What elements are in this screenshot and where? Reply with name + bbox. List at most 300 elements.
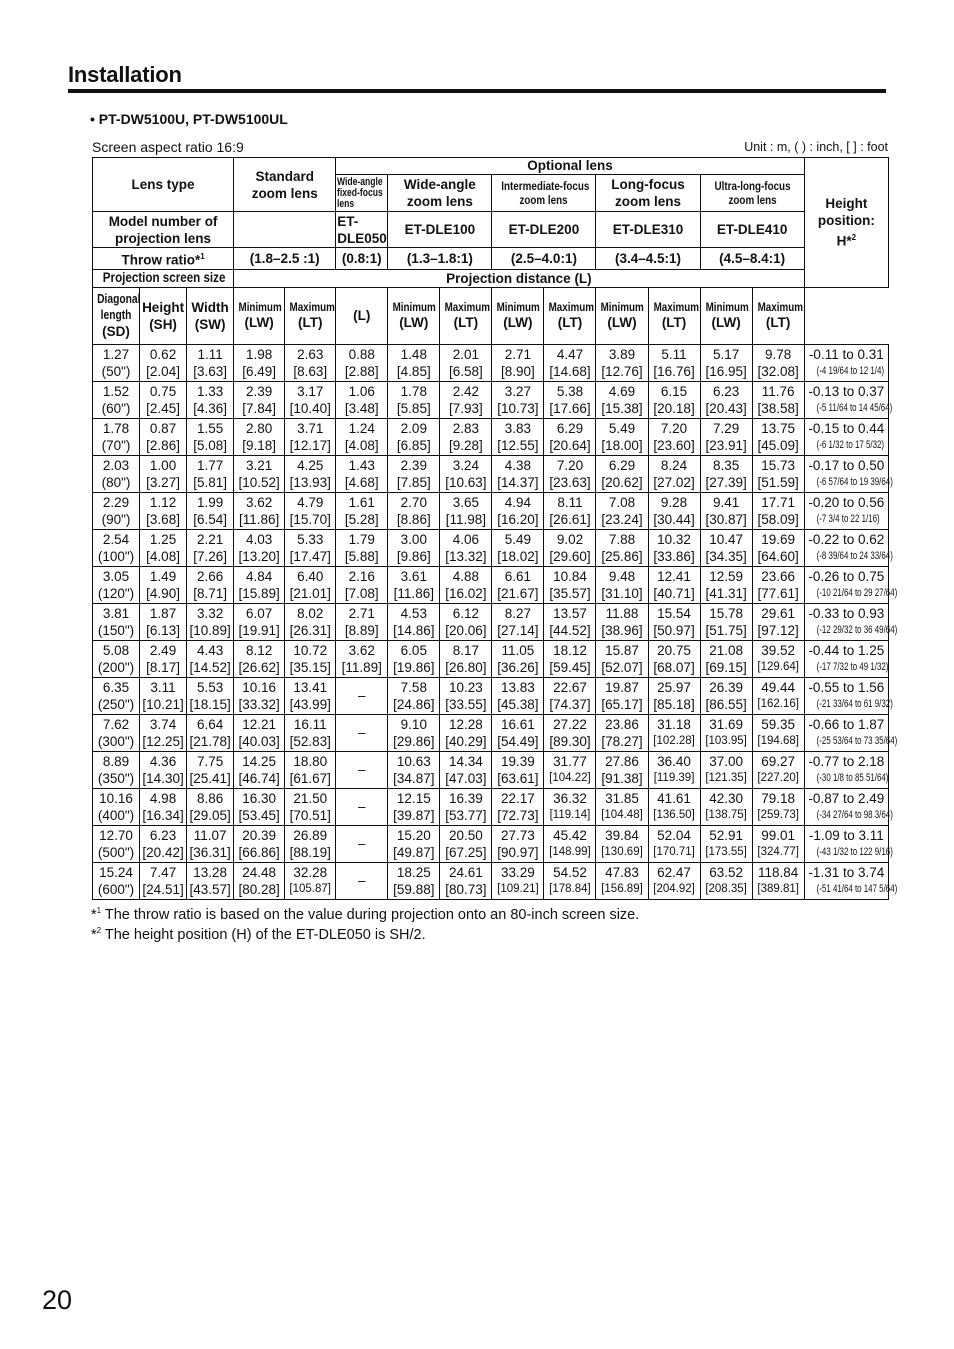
table-cell: [648, 862, 700, 899]
cell-imperial: [41.31]: [705, 585, 747, 601]
cell-imperial: [21.67]: [497, 585, 539, 601]
table-cell: [336, 751, 388, 788]
cell-imperial: [59.88]: [393, 881, 435, 897]
cell-metric: 13.28: [193, 864, 228, 880]
table-cell: [700, 566, 752, 603]
cell-imperial: [5.85]: [396, 400, 431, 416]
cell-metric: 41.61: [657, 790, 691, 806]
cell-imperial: [53.77]: [445, 807, 487, 823]
cell-metric: 2.54: [102, 531, 130, 547]
height-position-cell: [804, 603, 897, 640]
cell-metric: 7.75: [196, 753, 224, 769]
cell-imperial: [130.69]: [601, 845, 643, 858]
height-metric: -0.20 to 0.56: [808, 494, 885, 510]
table-cell: [140, 714, 187, 751]
table-cell: [234, 492, 285, 529]
cell-imperial: [27.14]: [497, 622, 539, 638]
height-position-cell: [804, 566, 897, 603]
table-row: [93, 862, 889, 899]
cell-metric: 2.49: [149, 642, 177, 658]
cell-metric: 8.86: [196, 790, 224, 806]
cell-metric: 9.78: [765, 346, 792, 362]
cell-metric: 1.77: [196, 457, 224, 473]
col-dle310-min-header: Minimum (LW): [596, 287, 648, 344]
table-cell: [440, 714, 492, 751]
height-imperial: (-30 1/8 to 85 51/64): [816, 771, 889, 784]
table-cell: [440, 677, 492, 714]
cell-imperial: [36.31]: [189, 844, 231, 860]
table-cell: [648, 788, 700, 825]
cell-imperial: [27.02]: [653, 474, 695, 490]
cell-metric: 5.49: [504, 531, 532, 547]
cell-metric: 7.20: [660, 420, 688, 436]
cell-metric: 16.11: [293, 716, 327, 732]
table-cell: [388, 529, 440, 566]
cell-metric: 3.05: [102, 568, 130, 584]
table-cell: [752, 418, 804, 455]
table-cell: [388, 455, 440, 492]
cell-imperial: (150"): [97, 622, 135, 638]
cell-imperial: [6.54]: [193, 511, 227, 527]
height-metric: -0.33 to 0.93: [808, 605, 885, 621]
height-metric: -0.87 to 2.49: [808, 790, 885, 806]
table-cell: [440, 788, 492, 825]
cell-metric: 4.47: [556, 346, 584, 362]
table-cell: [648, 677, 700, 714]
cell-imperial: [34.35]: [705, 548, 747, 564]
table-cell: [440, 492, 492, 529]
cell-imperial: [119.14]: [549, 808, 591, 821]
cell-metric: 5.53: [196, 679, 224, 695]
cell-metric: 21.08: [709, 642, 743, 658]
cell-imperial: [10.73]: [497, 400, 539, 416]
title-rule: [68, 89, 886, 93]
cell-imperial: [8.89]: [344, 622, 379, 638]
cell-metric: 10.72: [293, 642, 328, 658]
height-imperial: (-6 57/64 to 19 39/64): [816, 475, 893, 488]
cell-imperial: [33.55]: [445, 696, 487, 712]
table-cell: [648, 825, 700, 862]
cell-metric: 6.23: [712, 383, 740, 399]
table-cell: [187, 381, 234, 418]
table-cell: [596, 751, 648, 788]
cell-metric: –: [358, 873, 366, 888]
table-cell: [93, 751, 140, 788]
model-number-header: Model number of projection lens: [93, 212, 234, 248]
footnote-1: *$^1$ The throw ratio is based on the value during projection onto an 80-inch screen size.: [91, 906, 640, 923]
cell-imperial: [208.35]: [705, 882, 747, 895]
table-cell: [388, 751, 440, 788]
cell-metric: 11.88: [605, 605, 639, 621]
table-cell: [187, 862, 234, 899]
cell-metric: 36.40: [657, 753, 691, 769]
cell-imperial: [6.13]: [146, 622, 180, 638]
height-imperial: (-34 27/64 to 98 3/64): [816, 808, 893, 821]
table-cell: [596, 677, 648, 714]
table-cell: [336, 603, 388, 640]
table-cell: [752, 381, 804, 418]
cell-imperial: [58.09]: [757, 511, 799, 527]
cell-imperial: [46.74]: [238, 770, 280, 786]
cell-metric: 5.33: [297, 531, 324, 547]
cell-metric: 2.80: [246, 420, 273, 436]
table-cell: [544, 714, 596, 751]
aspect-ratio-label: Screen aspect ratio 16:9: [92, 139, 244, 155]
cell-imperial: [16.34]: [142, 807, 184, 823]
table-cell: [234, 788, 285, 825]
table-cell: [544, 603, 596, 640]
table-cell: [596, 603, 648, 640]
table-cell: [336, 825, 388, 862]
table-cell: [492, 640, 544, 677]
height-position-cell: [804, 825, 893, 862]
table-cell: [93, 381, 140, 418]
cell-imperial: [45.09]: [757, 437, 799, 453]
table-cell: [187, 418, 234, 455]
cell-metric: 3.21: [246, 457, 273, 473]
cell-imperial: [24.86]: [393, 696, 435, 712]
table-row: [93, 381, 889, 418]
cell-imperial: [129.64]: [757, 660, 799, 673]
cell-metric: 1.61: [348, 494, 375, 510]
cell-metric: 23.66: [761, 568, 796, 584]
table-cell: [596, 714, 648, 751]
cell-imperial: [4.68]: [344, 474, 379, 490]
table-cell: [234, 381, 285, 418]
table-row: [93, 455, 889, 492]
cell-imperial: (300"): [97, 733, 135, 749]
cell-metric: 3.27: [504, 383, 532, 399]
throw-ratio-standard: (1.8–2.5 :1): [234, 248, 336, 270]
table-cell: [596, 381, 648, 418]
table-cell: [700, 344, 752, 381]
screen-size-header: Projection screen size: [93, 269, 234, 287]
throw-ratio-dle410: (4.5–8.4:1): [700, 248, 804, 270]
cell-metric: 10.23: [448, 679, 483, 695]
section-title: Installation: [68, 62, 182, 87]
cell-imperial: [21.01]: [289, 585, 331, 601]
cell-metric: 1.98: [246, 346, 273, 362]
cell-imperial: (400"): [97, 807, 135, 823]
table-cell: [140, 418, 187, 455]
height-imperial: (-43 1/32 to 122 9/16): [816, 845, 893, 858]
cell-metric: 5.38: [556, 383, 584, 399]
cell-imperial: [18.00]: [601, 437, 643, 453]
cell-imperial: [2.45]: [146, 400, 180, 416]
table-cell: [752, 455, 804, 492]
table-cell: [752, 566, 804, 603]
table-cell: [93, 492, 140, 529]
cell-imperial: [90.97]: [497, 844, 539, 860]
cell-metric: 12.70: [99, 827, 133, 843]
table-cell: [544, 566, 596, 603]
cell-imperial: [15.89]: [238, 585, 280, 601]
cell-imperial: [105.87]: [289, 882, 331, 895]
table-cell: [388, 603, 440, 640]
table-cell: [648, 455, 700, 492]
model-et-dle200: ET-DLE200: [492, 212, 596, 248]
cell-imperial: [12.17]: [289, 437, 331, 453]
cell-imperial: [59.45]: [549, 659, 591, 675]
cell-metric: 12.21: [242, 716, 277, 732]
cell-imperial: [2.88]: [344, 363, 379, 379]
table-cell: [388, 714, 440, 751]
table-cell: [234, 751, 285, 788]
table-cell: [648, 418, 700, 455]
height-position-cell: [804, 677, 893, 714]
table-cell: [700, 751, 752, 788]
cell-metric: 2.09: [400, 420, 427, 436]
cell-imperial: [5.88]: [344, 548, 379, 564]
table-cell: [596, 640, 648, 677]
cell-metric: 4.36: [149, 753, 177, 769]
table-cell: [336, 492, 388, 529]
cell-imperial: [39.87]: [393, 807, 435, 823]
cell-imperial: [389.81]: [757, 882, 799, 895]
optional-lens-header: Optional lens: [336, 158, 804, 175]
height-imperial: (-21 33/64 to 61 9/32): [816, 697, 893, 710]
table-cell: [492, 381, 544, 418]
cell-imperial: [104.48]: [601, 808, 643, 821]
throw-ratio-dle100: (1.3–1.8:1): [388, 248, 492, 270]
table-cell: [700, 492, 752, 529]
table-cell: [234, 566, 285, 603]
cell-metric: 7.08: [608, 494, 636, 510]
cell-metric: 0.75: [149, 383, 177, 399]
cell-metric: 6.40: [297, 568, 324, 584]
height-metric: -0.13 to 0.37: [808, 383, 885, 399]
cell-metric: 36.32: [553, 790, 587, 806]
cell-imperial: [64.60]: [757, 548, 799, 564]
cell-metric: 6.07: [246, 605, 273, 621]
cell-imperial: [194.68]: [757, 734, 799, 747]
table-cell: [187, 788, 234, 825]
cell-metric: 6.64: [196, 716, 224, 732]
cell-metric: 1.11: [197, 346, 223, 362]
table-row: [93, 603, 889, 640]
cell-metric: 99.01: [761, 827, 796, 843]
cell-imperial: [12.76]: [601, 363, 643, 379]
cell-imperial: [31.10]: [601, 585, 643, 601]
cell-imperial: [15.70]: [289, 511, 331, 527]
table-cell: [388, 418, 440, 455]
table-cell: [440, 418, 492, 455]
cell-metric: –: [358, 762, 366, 777]
cell-metric: 9.48: [608, 568, 636, 584]
table-cell: [492, 529, 544, 566]
projection-distance-header: Projection distance (L): [234, 269, 805, 287]
height-imperial: (-8 39/64 to 24 33/64): [816, 549, 893, 562]
cell-metric: 63.52: [709, 864, 743, 880]
cell-imperial: (50"): [101, 363, 131, 379]
cell-imperial: [8.63]: [293, 363, 328, 379]
table-cell: [234, 677, 285, 714]
col-dle310-max-header: Maximum (LT): [648, 287, 700, 344]
table-cell: [140, 492, 187, 529]
table-cell: [440, 603, 492, 640]
table-cell: [440, 751, 492, 788]
cell-metric: 4.06: [452, 531, 479, 547]
cell-imperial: [14.68]: [549, 363, 591, 379]
table-cell: [285, 381, 336, 418]
model-standard-cell: [234, 212, 336, 248]
cell-imperial: [14.52]: [189, 659, 231, 675]
cell-imperial: [70.51]: [289, 807, 331, 823]
cell-metric: 12.15: [396, 790, 431, 806]
cell-metric: 3.24: [452, 457, 479, 473]
col-dle100-max-header: Maximum (LT): [440, 287, 492, 344]
table-cell: [140, 455, 187, 492]
cell-metric: 1.48: [400, 346, 427, 362]
table-cell: [285, 492, 336, 529]
table-cell: [187, 751, 234, 788]
cell-metric: 6.61: [504, 568, 532, 584]
long-focus-zoom-header: Long-focus zoom lens: [596, 175, 700, 212]
cell-metric: 5.49: [608, 420, 636, 436]
cell-imperial: [51.59]: [757, 474, 799, 490]
cell-metric: –: [358, 688, 366, 703]
cell-imperial: [9.86]: [396, 548, 431, 564]
cell-metric: 6.12: [452, 605, 479, 621]
table-cell: [285, 529, 336, 566]
table-cell: [440, 529, 492, 566]
table-cell: [234, 418, 285, 455]
height-imperial: (-10 21/64 to 29 27/64): [816, 586, 897, 599]
table-cell: [596, 862, 648, 899]
cell-metric: 16.39: [448, 790, 483, 806]
cell-metric: 8.35: [712, 457, 740, 473]
cell-imperial: [38.58]: [757, 400, 799, 416]
cell-imperial: [43.57]: [189, 881, 231, 897]
cell-metric: 26.39: [709, 679, 743, 695]
cell-metric: 52.91: [709, 827, 743, 843]
cell-metric: 7.88: [608, 531, 636, 547]
cell-metric: 42.30: [709, 790, 743, 806]
cell-metric: 62.47: [657, 864, 691, 880]
cell-metric: 24.61: [448, 864, 483, 880]
cell-metric: 12.41: [657, 568, 691, 584]
cell-metric: 3.62: [348, 642, 375, 658]
height-position-cell: [804, 640, 888, 677]
cell-imperial: [10.52]: [238, 474, 280, 490]
cell-imperial: [10.89]: [189, 622, 231, 638]
table-cell: [752, 714, 804, 751]
cell-imperial: (350"): [97, 770, 135, 786]
cell-imperial: [86.55]: [705, 696, 747, 712]
table-cell: [752, 825, 804, 862]
cell-imperial: [49.87]: [393, 844, 435, 860]
table-cell: [648, 492, 700, 529]
cell-imperial: [52.83]: [289, 733, 331, 749]
table-cell: [492, 677, 544, 714]
table-cell: [492, 862, 544, 899]
cell-metric: 3.11: [150, 679, 176, 695]
cell-imperial: [6.49]: [242, 363, 277, 379]
model-et-dle050: ET- DLE050: [337, 213, 387, 246]
table-cell: [187, 492, 234, 529]
cell-metric: 4.88: [452, 568, 479, 584]
height-imperial: (-17 7/32 to 49 1/32): [816, 660, 889, 673]
cell-imperial: [8.17]: [146, 659, 180, 675]
cell-imperial: (600"): [97, 881, 135, 897]
cell-imperial: [25.86]: [601, 548, 643, 564]
table-cell: [752, 529, 804, 566]
table-cell: [596, 492, 648, 529]
table-cell: [187, 603, 234, 640]
footnote-2: *$^2$ The height position (H) of the ET-DLE050 is SH/2.: [91, 926, 426, 943]
height-imperial: (-12 29/32 to 36 49/64): [816, 623, 897, 636]
table-cell: [93, 788, 140, 825]
cell-metric: 1.87: [149, 605, 177, 621]
cell-imperial: [35.57]: [549, 585, 591, 601]
cell-metric: 3.62: [246, 494, 273, 510]
table-row: [93, 640, 889, 677]
table-cell: [596, 566, 648, 603]
cell-metric: 4.38: [504, 457, 532, 473]
cell-metric: 29.61: [761, 605, 796, 621]
cell-imperial: [72.73]: [497, 807, 539, 823]
cell-imperial: [8.71]: [193, 585, 227, 601]
table-body: [93, 344, 897, 899]
table-cell: [140, 640, 187, 677]
cell-metric: 4.84: [246, 568, 273, 584]
cell-metric: 2.66: [196, 568, 224, 584]
table-cell: [285, 825, 336, 862]
cell-metric: 4.03: [246, 531, 273, 547]
table-cell: [388, 344, 440, 381]
height-imperial: (-5 11/64 to 14 45/64): [816, 401, 892, 414]
table-cell: [544, 825, 596, 862]
cell-metric: 1.12: [149, 494, 177, 510]
cell-imperial: [6.58]: [448, 363, 483, 379]
cell-imperial: [13.93]: [289, 474, 331, 490]
intermediate-zoom-header: Intermediate-focus zoom lens: [492, 175, 596, 212]
table-cell: [187, 566, 234, 603]
cell-metric: 1.43: [348, 457, 375, 473]
cell-imperial: [7.26]: [193, 548, 227, 564]
height-metric: -0.26 to 0.75: [808, 568, 885, 584]
table-cell: [336, 455, 388, 492]
cell-metric: 14.25: [242, 753, 277, 769]
table-cell: [648, 603, 700, 640]
table-cell: [93, 862, 140, 899]
height-imperial: (-7 3/4 to 22 1/16): [816, 512, 880, 525]
table-cell: [187, 825, 234, 862]
table-row: [93, 566, 889, 603]
cell-imperial: [61.67]: [289, 770, 331, 786]
height-metric: -0.66 to 1.87: [808, 716, 885, 732]
cell-imperial: [52.07]: [601, 659, 643, 675]
table-cell: [492, 455, 544, 492]
cell-imperial: [33.86]: [653, 548, 695, 564]
cell-imperial: [119.39]: [653, 771, 695, 784]
page-number: 20: [42, 1285, 73, 1315]
height-metric: -0.44 to 1.25: [808, 642, 885, 658]
table-cell: [234, 455, 285, 492]
cell-metric: 7.47: [149, 864, 177, 880]
table-cell: [336, 344, 388, 381]
table-cell: [648, 529, 700, 566]
table-cell: [440, 566, 492, 603]
cell-metric: 1.25: [149, 531, 177, 547]
table-cell: [285, 714, 336, 751]
projection-distance-table: [92, 157, 897, 900]
cell-metric: 20.39: [242, 827, 277, 843]
cell-metric: 2.70: [400, 494, 427, 510]
cell-imperial: [8.86]: [396, 511, 431, 527]
height-imperial: (-4 19/64 to 12 1/4): [816, 364, 884, 377]
cell-imperial: [14.37]: [497, 474, 539, 490]
